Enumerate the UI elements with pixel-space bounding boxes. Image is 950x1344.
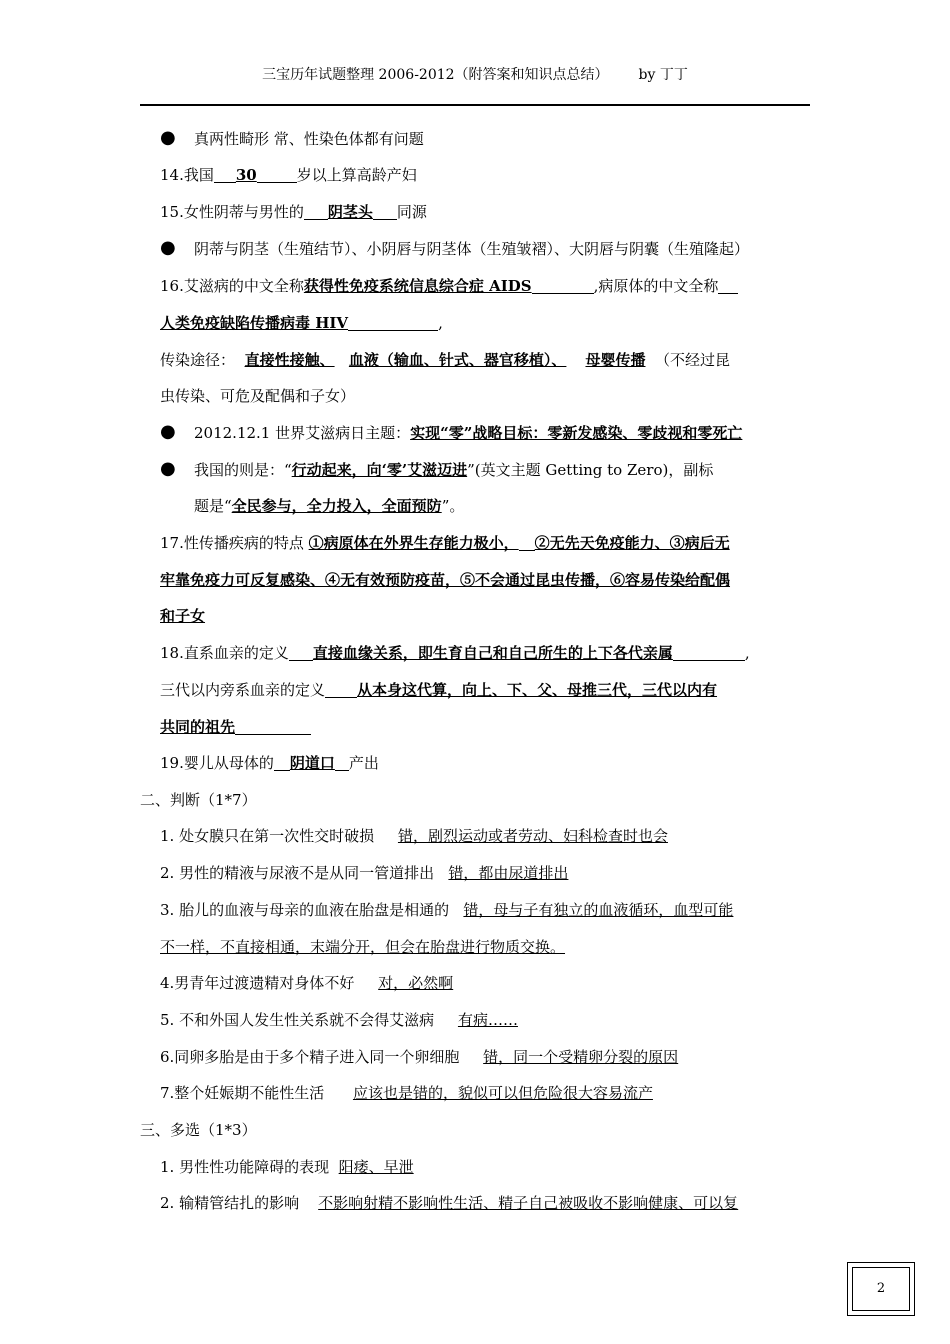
multi-choice-item: 1. 男性性功能障碍的表现 阳痿、早泄 [160,1158,414,1176]
answer-text: 对，必然啊 [378,974,454,992]
question-18b-cont [160,716,311,738]
question-19: 19.婴儿从母体的 阴道口 产出 [160,754,379,772]
answer-text: 血液（输血、针式、器官移植）、 [348,351,567,369]
answer-text: 和子女 [160,607,206,625]
question-16-routes: 传染途径： 直接性接触、 血液（输血、针式、器官移植）、 母婴传播 （不经过昆 [160,351,731,369]
page-number-box [847,1262,915,1316]
bullet-icon: ● [160,237,176,258]
question-16-cont: 人类免疫缺陷传播病毒 HIV , [160,314,443,332]
bullet-item-cont: 题是“全民参与，全力投入，全面预防”。 [194,497,465,515]
judgment-item-cont [160,936,565,958]
page-number: 2 [852,1267,910,1311]
bullet-icon: ● [160,127,176,148]
judgment-item: 5. 不和外国人发生性关系就不会得艾滋病 有病…… [160,1011,518,1029]
answer-text: 行动起来，向‘零’艾滋迈进 [291,461,468,479]
answer-text: 错，同一个受精卵分裂的原因 [483,1048,679,1066]
answer-text: 错，剧烈运动或者劳动、妇科检查时也会 [397,827,668,845]
answer-text: ①病原体在外界生存能力极小， [308,534,519,552]
answer-text: 共同的祖先 [160,718,236,736]
answer-text: 人类免疫缺陷传播病毒 HIV [160,314,349,332]
question-14: 14.我国 30 岁以上算高龄产妇 [160,166,417,184]
multi-choice-item: 2. 输精管结扎的影响 不影响射精不影响性生活、精子自己被吸收不影响健康、可以复 [160,1194,739,1212]
judgment-item: 6.同卵多胎是由于多个精子进入同一个卵细胞 错，同一个受精卵分裂的原因 [160,1048,679,1066]
answer-text: 实现“零”战略目标：零新发感染、零歧视和零死亡 [410,424,743,442]
section-heading: 二、判断（1*7） [140,791,257,809]
answer-text: 母婴传播 [585,351,646,369]
bullet-icon: ● [160,421,176,442]
judgment-item: 1. 处女膜只在第一次性交时破损 错，剧烈运动或者劳动、妇科检查时也会 [160,827,668,845]
answer-text: ②无先天免疫能力、③病后无 [534,534,730,552]
answer-text: 应该也是错的，貌似可以但危险很大容易流产 [352,1084,653,1102]
answer-text: 阴道口 [289,754,335,772]
answer-text: 获得性免疫系统信息综合症 AIDS [303,277,532,295]
answer-text: 直接血缘关系，即生育自己和自己所生的上下各代亲属 [312,644,673,662]
answer-text: 从本身这代算，向上、下、父、母推三代，三代以内有 [357,681,718,699]
answer-text: 不一样，不直接相通，末端分开，但会在胎盘进行物质交换。 [160,938,566,956]
judgment-item: 3. 胎儿的血液与母亲的血液在胎盘是相通的 错，母与子有独立的血液循环，血型可能 [160,901,734,919]
answer-text: 错，母与子有独立的血液循环，血型可能 [463,901,734,919]
judgment-item: 4.男青年过渡遗精对身体不好 对，必然啊 [160,974,454,992]
answer-text: 有病…… [457,1011,518,1029]
question-17-cont [160,569,730,591]
answer-text: 不影响射精不影响性生活、精子自己被吸收不影响健康、可以复 [318,1194,739,1212]
page-header [140,62,810,106]
judgment-item: 7.整个妊娠期不能性生活 应该也是错的，貌似可以但危险很大容易流产 [160,1084,653,1102]
answer-text: 30 [235,166,257,184]
question-16: 16.艾滋病的中文全称获得性免疫系统信息综合症 AIDS ,病原体的中文全称 [160,275,738,297]
header-title: 三宝历年试题整理 2006-2012（附答案和知识点总结） [262,67,609,83]
question-15: 15.女性阴蒂与男性的 阴茎头 同源 [160,203,427,221]
answer-text: 牢靠免疫力可反复感染、④无有效预防疫苗，⑤不会通过昆虫传播，⑥容易传染给配偶 [160,571,731,589]
question-17-cont [160,605,205,627]
answer-text: 阳痿、早泄 [338,1158,414,1176]
bullet-icon: ● [160,458,176,479]
question-18b: 三代以内旁系血亲的定义 从本身这代算，向上、下、父、母推三代，三代以内有 [160,681,718,699]
question-18: 18.直系血亲的定义 直接血缘关系，即生育自己和自己所生的上下各代亲属 , [160,644,750,662]
question-17: 17.性传播疾病的特点 ①病原体在外界生存能力极小， ②无先天免疫能力、③病后无 [160,534,730,552]
answer-text: 全民参与，全力投入，全面预防 [231,497,442,515]
answer-text: 阴茎头 [327,203,373,221]
section-heading: 三、多选（1*3） [140,1121,257,1139]
header-author: by 丁丁 [638,67,688,83]
answer-text: 直接性接触、 [244,351,335,369]
question-16-routes-cont: 虫传染、可危及配偶和子女） [160,387,356,405]
judgment-item: 2. 男性的精液与尿液不是从同一管道排出 错，都由尿道排出 [160,864,569,882]
answer-text: 错，都由尿道排出 [448,864,569,882]
